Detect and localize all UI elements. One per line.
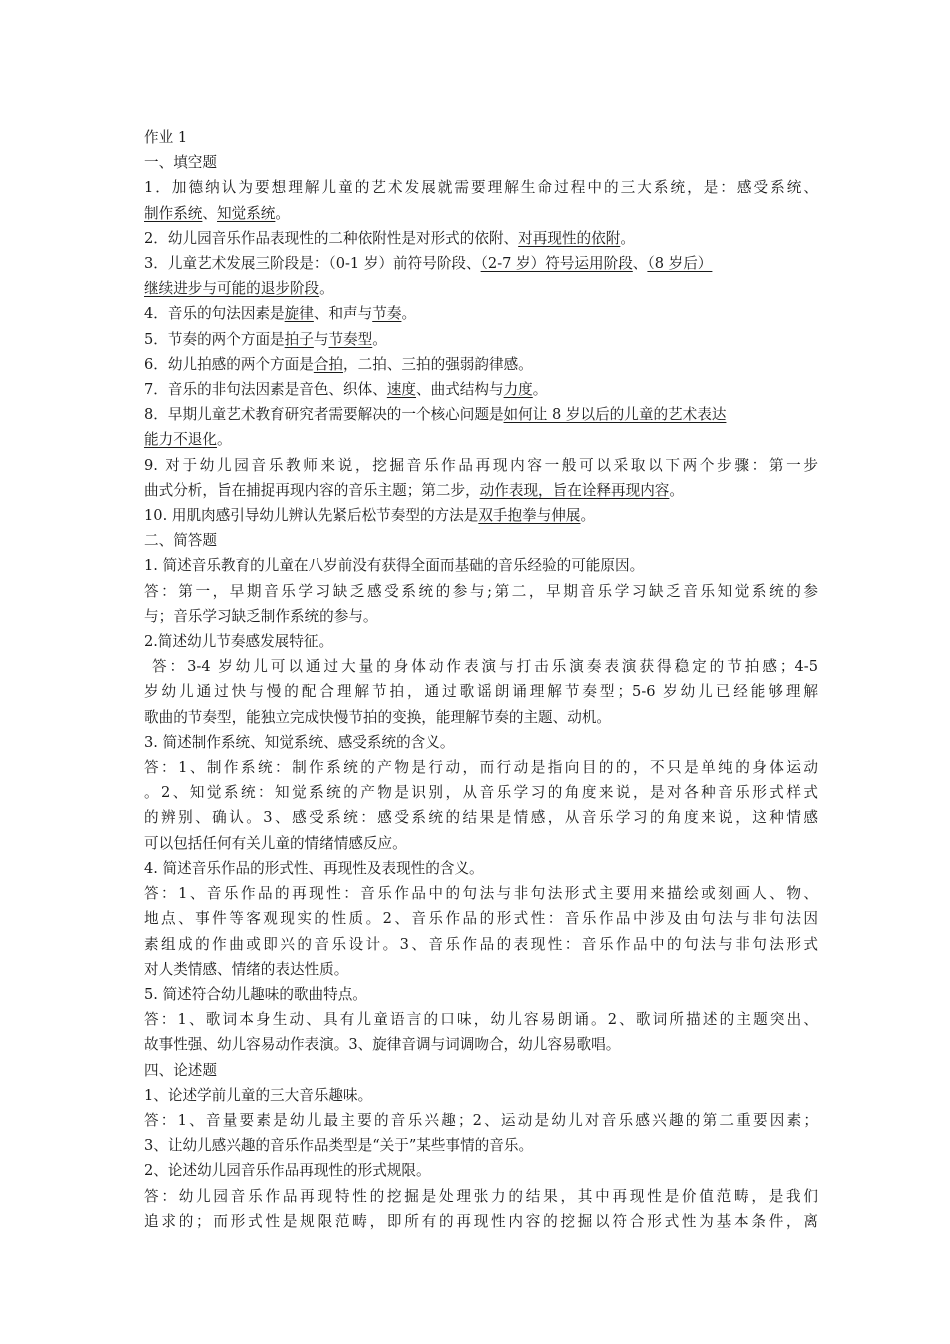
short-answer-1-line-2: 与；音乐学习缺乏制作系统的参与。	[144, 607, 378, 625]
short-question-3: 3. 简述制作系统、知觉系统、感受系统的含义。	[144, 733, 455, 751]
question-9-line-1: 9. 对于幼儿园音乐教师来说，挖掘音乐作品再现内容一般可以采取以下两个步骤：第一步	[144, 456, 818, 474]
question-3-line-1: 3．儿童艺术发展三阶段是：（0-1 岁）前符号阶段、（2-7 岁）符号运用阶段、（8 岁后）	[144, 255, 713, 273]
short-answer-3-line-2: 。2、知觉系统：知觉系统的产物是识别，从音乐学习的角度来说，是对各种音乐形式样式	[144, 784, 818, 802]
answer-8a: 如何让 8 岁以后的儿童的艺术表达	[503, 406, 727, 424]
answer-9: 动作表现，旨在诠释再现内容	[479, 481, 670, 499]
short-answer-4-line-2: 地点、事件等客观现实的性质。2、音乐作品的形式性：音乐作品中涉及由句法与非句法因	[144, 910, 818, 928]
short-answer-2-line-2: 岁幼儿通过快与慢的配合理解节拍，通过歌谣朗诵理解节奏型；5-6 岁幼儿已经能够理解	[144, 683, 818, 701]
short-question-5: 5. 简述符合幼儿趣味的歌曲特点。	[144, 985, 367, 1003]
short-question-4: 4. 简述音乐作品的形式性、再现性及表现性的含义。	[144, 859, 484, 877]
section-heading-fill-in: 一、填空题	[144, 154, 217, 172]
answer-6: 合拍	[313, 355, 344, 373]
short-answer-2-line-3: 歌曲的节奏型，能独立完成快慢节拍的变换，能理解节奏的主题、动机。	[144, 708, 612, 726]
answer-5a: 拍子	[284, 330, 314, 348]
essay-answer-1-line-2: 3、让幼儿感兴趣的音乐作品类型是“关于”某些事情的音乐。	[144, 1137, 534, 1155]
question-1-line-1: 1．加德纳认为要想理解儿童的艺术发展就需要理解生命过程中的三大系统，是：感受系统、	[144, 179, 818, 197]
answer-7b: 力度	[503, 381, 533, 399]
answer-3a: （2-7 岁）符号运用阶段	[480, 255, 633, 273]
section-heading-essay: 四、论述题	[144, 1061, 217, 1079]
essay-answer-2-line-2: 追求的；而形式性是规限范畴，即所有的再现性内容的挖掘以符合形式性为基本条件，离	[144, 1212, 818, 1230]
short-answer-3-line-3: 的辨别、确认。3、感受系统：感受系统的结果是情感，从音乐学习的角度来说，这种情感	[144, 809, 818, 827]
short-question-1: 1. 简述音乐教育的儿童在八岁前没有获得全面而基础的音乐经验的可能原因。	[144, 557, 645, 575]
short-answer-1-line-1: 答：第一，早期音乐学习缺乏感受系统的参与;第二，早期音乐学习缺乏音乐知觉系统的参	[144, 582, 818, 600]
short-answer-3-line-1: 答：1、制作系统：制作系统的产物是行动，而行动是指向目的的，不只是单纯的身体运动	[144, 759, 818, 777]
short-answer-5-line-2: 故事性强、幼儿容易动作表演。3、旋律音调与词调吻合，幼儿容易歌唱。	[144, 1036, 621, 1054]
question-6: 6．幼儿拍感的两个方面是合拍，二拍、三拍的强弱韵律感。	[144, 355, 533, 373]
question-7: 7．音乐的非句法因素是音色、织体、速度、曲式结构与力度。	[144, 381, 548, 399]
short-answer-4-line-4: 对人类情感、情绪的表达性质。	[144, 960, 349, 978]
essay-question-1: 1、论述学前儿童的三大音乐趣味。	[144, 1086, 373, 1104]
question-1-line-2: 制作系统、知觉系统。	[144, 204, 290, 222]
essay-answer-1-line-1: 答：1、音量要素是幼儿最主要的音乐兴趣；2、运动是幼儿对音乐感兴趣的第二重要因素；	[144, 1111, 818, 1129]
question-10: 10. 用肌肉感引导幼儿辨认先紧后松节奏型的方法是双手抱拳与伸展。	[144, 507, 596, 525]
answer-4b: 节奏	[372, 305, 402, 323]
short-answer-4-line-3: 素组成的作曲或即兴的音乐设计。3、音乐作品的表现性：音乐作品中的句法与非句法形式	[144, 935, 818, 953]
essay-answer-2-line-1: 答：幼儿园音乐作品再现特性的挖掘是处理张力的结果，其中再现性是价值范畴，是我们	[144, 1187, 818, 1205]
answer-5b: 节奏型	[328, 330, 373, 348]
question-2: 2．幼儿园音乐作品表现性的二种依附性是对形式的依附、对再现性的依附。	[144, 229, 635, 247]
short-answer-4-line-1: 答：1、音乐作品的再现性：音乐作品中的句法与非句法形式主要用来描绘或刻画人、物、	[144, 885, 818, 903]
answer-4a: 旋律	[284, 305, 314, 323]
answer-10: 双手抱拳与伸展	[478, 507, 581, 525]
short-question-2: 2.简述幼儿节奏感发展特征。	[144, 633, 334, 651]
answer-3b: （8 岁后）	[647, 255, 713, 273]
section-heading-short-answer: 二、简答题	[144, 532, 217, 550]
answer-1b: 知觉系统	[217, 204, 276, 222]
question-4: 4．音乐的句法因素是旋律、和声与节奏。	[144, 305, 417, 323]
answer-2: 对再现性的依附	[518, 229, 621, 247]
short-answer-5-line-1: 答：1、歌词本身生动、具有儿童语言的口味，幼儿容易朗诵。2、歌词所描述的主题突出、	[144, 1011, 818, 1029]
short-answer-3-line-4: 可以包括任何有关儿童的情绪情感反应。	[144, 834, 407, 852]
question-8-line-1: 8．早期儿童艺术教育研究者需要解决的一个核心问题是如何让 8 岁以后的儿童的艺术表达	[144, 406, 727, 424]
short-answer-2-line-1: 答：3-4 岁幼儿可以通过大量的身体动作表演与打击乐演奏表演获得稳定的节拍感；4-5	[152, 658, 818, 676]
question-9-line-2: 曲式分析，旨在捕捉再现内容的音乐主题；第二步，动作表现，旨在诠释再现内容。	[144, 481, 685, 499]
document-page	[144, 125, 818, 1234]
essay-question-2: 2、论述幼儿园音乐作品再现性的形式规限。	[144, 1162, 431, 1180]
question-8-line-2: 能力不退化。	[144, 431, 232, 449]
question-3-line-2: 继续进步与可能的退步阶段。	[144, 280, 334, 298]
answer-3b-cont: 继续进步与可能的退步阶段	[144, 280, 320, 298]
document-title: 作业 1	[144, 129, 188, 146]
answer-8b: 能力不退化	[144, 431, 217, 449]
question-5: 5．节奏的两个方面是拍子与节奏型。	[144, 330, 387, 348]
answer-1a: 制作系统	[144, 204, 203, 222]
answer-7a: 速度	[386, 381, 416, 399]
